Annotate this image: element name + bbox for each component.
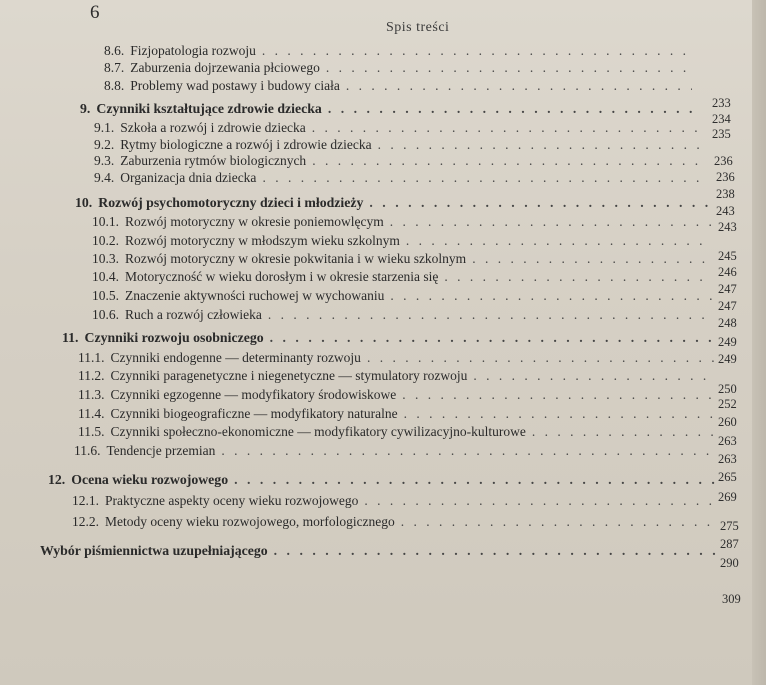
toc-page-number: 263: [718, 434, 737, 448]
toc-entry: [92, 232, 712, 250]
dot-leader: [404, 405, 716, 423]
toc-entry: [74, 442, 718, 460]
toc-chapter-entry: [80, 100, 700, 118]
toc-entry: [72, 513, 718, 531]
dot-leader: [274, 542, 720, 560]
toc-entry-number: 12.2.: [72, 514, 99, 529]
toc-page-number: 249: [718, 352, 737, 366]
toc-entry: [78, 349, 716, 367]
toc-page-number: 287: [720, 537, 739, 551]
toc-entry-title: Czynniki biogeograficzne — modyfikatory naturalne: [110, 406, 398, 421]
toc-page-number: 236: [716, 170, 735, 184]
dot-leader: [390, 287, 712, 305]
dot-leader: [369, 194, 710, 212]
toc-entry-number: 9.1.: [94, 120, 115, 135]
toc-page-number: 248: [718, 316, 737, 330]
dot-leader: [532, 423, 718, 441]
toc-entry-title: Problemy wad postawy i budowy ciała: [130, 78, 340, 93]
toc-entry-number: 10.: [75, 195, 93, 210]
dot-leader: [312, 152, 706, 170]
toc-entry-title: Ruch a rozwój człowieka: [125, 307, 262, 322]
dot-leader: [262, 169, 706, 187]
toc-chapter-entry: [75, 194, 710, 212]
toc-entry-number: 11.4.: [78, 406, 105, 421]
dot-leader: [346, 77, 692, 95]
toc-entry-title: Czynniki społeczno-ekonomiczne — modyfikatory cywilizacyjno-kulturowe: [110, 424, 526, 439]
toc-entry-title: Czynniki kształtujące zdrowie dziecka: [96, 101, 322, 116]
toc-entry-number: 10.2.: [92, 233, 119, 248]
toc-chapter-entry: [48, 471, 718, 489]
toc-entry-number: 10.5.: [92, 288, 119, 303]
dot-leader: [401, 513, 718, 531]
toc-entry-title: Czynniki endogenne — determinanty rozwoju: [110, 350, 361, 365]
toc-page-number: 243: [718, 220, 737, 234]
toc-entry-title: Tendencje przemian: [106, 443, 216, 458]
dot-leader: [312, 119, 702, 137]
toc-entry-number: 12.1.: [72, 493, 99, 508]
page-number: 6: [90, 2, 100, 23]
toc-entry-title: Rozwój psychomotoryczny dzieci i młodzieży: [98, 195, 364, 210]
toc-entry-number: 11.5.: [78, 424, 105, 439]
dot-leader: [473, 367, 716, 385]
dot-leader: [270, 329, 714, 347]
toc-entry-number: 10.1.: [92, 214, 119, 229]
toc-entry: [92, 213, 712, 231]
toc-page-number: 246: [718, 265, 737, 279]
dot-leader: [472, 250, 712, 268]
toc-entry: [92, 287, 712, 305]
dot-leader: [326, 59, 690, 77]
toc-entry-title: Rytmy biologiczne a rozwój i zdrowie dziecka: [120, 137, 372, 152]
toc-entry-title: Praktyczne aspekty oceny wieku rozwojowego: [105, 493, 359, 508]
toc-page-number: 233: [712, 96, 731, 110]
toc-entry: [92, 306, 712, 324]
toc-entry-title: Ocena wieku rozwojowego: [71, 472, 229, 487]
toc-entry-title: Czynniki rozwoju osobniczego: [84, 330, 264, 345]
toc-entry-number: 9.3.: [94, 153, 115, 168]
toc-entry-title: Znaczenie aktywności ruchowej w wychowaniu: [125, 288, 385, 303]
dot-leader: [262, 42, 688, 60]
toc-entry-title: Wybór piśmiennictwa uzupełniającego: [40, 543, 268, 558]
toc-page-number: 309: [722, 592, 741, 606]
toc-entry: [72, 492, 718, 510]
toc-entry: [104, 42, 688, 60]
toc-page-number: 247: [718, 282, 737, 296]
toc-entry-number: 11.: [62, 330, 79, 345]
toc-entry: [78, 405, 716, 423]
toc-entry: [92, 268, 712, 286]
toc-entry-title: Zaburzenia dojrzewania płciowego: [130, 60, 320, 75]
toc-entry-number: 11.3.: [78, 387, 105, 402]
dot-leader: [328, 100, 700, 118]
toc-entry-title: Zaburzenia rytmów biologicznych: [120, 153, 307, 168]
toc-entry: [78, 367, 716, 385]
dot-leader: [406, 232, 712, 250]
toc-page-number: 250: [718, 382, 737, 396]
toc-chapter-entry: [62, 329, 714, 347]
toc-entry-number: 9.4.: [94, 170, 115, 185]
toc-entry-title: Czynniki paragenetyczne i niegenetyczne — stymulatory rozwoju: [110, 368, 468, 383]
toc-entry-title: Rozwój motoryczny w okresie poniemowlęcym: [125, 214, 384, 229]
toc-page-number: 234: [712, 112, 731, 126]
toc-page-number: 247: [718, 299, 737, 313]
toc-entry: [94, 152, 706, 170]
toc-entry-title: Rozwój motoryczny w okresie pokwitania i w wieku szkolnym: [125, 251, 467, 266]
toc-entry-number: 10.4.: [92, 269, 119, 284]
toc-page-number: 245: [718, 249, 737, 263]
toc-entry-number: 9.: [80, 101, 91, 116]
toc-entry-number: 11.6.: [74, 443, 101, 458]
dot-leader: [402, 386, 716, 404]
toc-entry: [94, 169, 706, 187]
toc-page-number: 269: [718, 490, 737, 504]
toc-entry-number: 10.6.: [92, 307, 119, 322]
toc-entry-title: Metody oceny wieku rozwojowego, morfologicznego: [105, 514, 395, 529]
dot-leader: [234, 471, 718, 489]
dot-leader: [364, 492, 718, 510]
toc-entry: [94, 119, 702, 137]
dot-leader: [268, 306, 712, 324]
toc-entry-number: 10.3.: [92, 251, 119, 266]
toc-entry-number: 8.7.: [104, 60, 125, 75]
toc-page-number: 236: [714, 154, 733, 168]
toc-page-number: 249: [718, 335, 737, 349]
dot-leader: [367, 349, 716, 367]
toc-chapter-entry: [40, 542, 720, 560]
toc-entry-number: 8.6.: [104, 43, 125, 58]
toc-entry-title: Motoryczność w wieku dorosłym i w okresie starzenia się: [125, 269, 439, 284]
toc-page-number: 290: [720, 556, 739, 570]
toc-page-number: 275: [720, 519, 739, 533]
dot-leader: [390, 213, 712, 231]
dot-leader: [221, 442, 718, 460]
toc-page-number: 243: [716, 204, 735, 218]
toc-entry: [104, 77, 692, 95]
toc-entry-number: 11.1.: [78, 350, 105, 365]
toc-page-number: 252: [718, 397, 737, 411]
toc-entry-title: Rozwój motoryczny w młodszym wieku szkolnym: [125, 233, 400, 248]
toc-entry-title: Czynniki egzogenne — modyfikatory środowiskowe: [110, 387, 397, 402]
toc-entry-number: 9.2.: [94, 137, 115, 152]
toc-page-number: 260: [718, 415, 737, 429]
dot-leader: [444, 268, 712, 286]
toc-entry: [92, 250, 712, 268]
toc-entry-number: 8.8.: [104, 78, 125, 93]
toc-entry: [78, 386, 716, 404]
toc-page-number: 265: [718, 470, 737, 484]
toc-entry: [78, 423, 718, 441]
toc-entry-title: Szkoła a rozwój i zdrowie dziecka: [120, 120, 306, 135]
toc-page-number: 263: [718, 452, 737, 466]
toc-entry-number: 11.2.: [78, 368, 105, 383]
toc-entry-title: Organizacja dnia dziecka: [120, 170, 257, 185]
toc-entry: [104, 59, 690, 77]
toc-page-number: 235: [712, 127, 731, 141]
toc-entry-number: 12.: [48, 472, 66, 487]
running-header: Spis treści: [386, 20, 450, 35]
toc-entry-title: Fizjopatologia rozwoju: [130, 43, 256, 58]
toc-page-number: 238: [716, 187, 735, 201]
